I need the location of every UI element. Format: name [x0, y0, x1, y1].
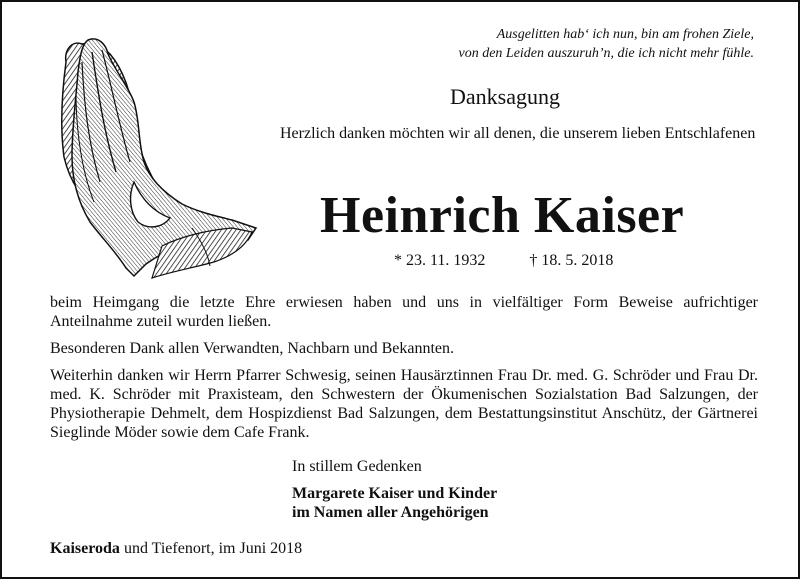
motto-line-1: Ausgelitten hab‘ ich nun, bin am frohen Ziele, — [496, 27, 754, 42]
paragraph-farewell: beim Heimgang die letzte Ehre erwiesen haben und uns in vielfältiger Form Beweise aufrichtiger Anteilnahme zuteil wurden ließen. — [50, 294, 758, 330]
place-rest: und Tiefenort, im Juni 2018 — [119, 540, 303, 557]
deceased-name: Heinrich Kaiser — [320, 187, 685, 244]
birth-date: * 23. 11. 1932 — [394, 252, 486, 269]
paragraph-special-thanks: Besonderen Dank allen Verwandten, Nachbarn und Bekannten. — [50, 340, 455, 357]
signers — [292, 484, 497, 522]
paragraph-further-thanks: Weiterhin danken wir Herrn Pfarrer Schwesig, seinen Hausärztinnen Frau Dr. med. G. Schröder und Frau Dr. med. K. Schröder mit Praxisteam, den Schwestern der Ökumenischen Sozialstation Bad Salzungen, der Physiotherapie Dehmelt, dem Hospizdienst Bad Salzungen, dem Bestattungsinstitut Anschütz, der Gärtnerei Sieglinde Möder sowie dem Cafe Frank. — [50, 367, 758, 441]
thanks-body — [50, 293, 758, 450]
death-date: † 18. 5. 2018 — [529, 252, 614, 269]
signer-line-1: Margarete Kaiser und Kinder — [292, 485, 498, 502]
place-town: Kaiseroda — [50, 540, 120, 557]
life-dates — [394, 251, 613, 271]
memory-line: In stillem Gedenken — [292, 458, 422, 475]
motto-line-2: von den Leiden auszuruh’n, die ich nicht mehr fühle. — [458, 46, 754, 61]
intro-text: Herzlich danken möchten wir all denen, die unserem lieben Entschlafenen — [280, 125, 756, 142]
praying-hands-icon — [42, 32, 262, 280]
motto-verse — [324, 25, 754, 63]
place-date — [50, 539, 302, 558]
heading: Danksagung — [450, 84, 560, 109]
signer-line-2: im Namen aller Angehörigen — [292, 504, 489, 521]
